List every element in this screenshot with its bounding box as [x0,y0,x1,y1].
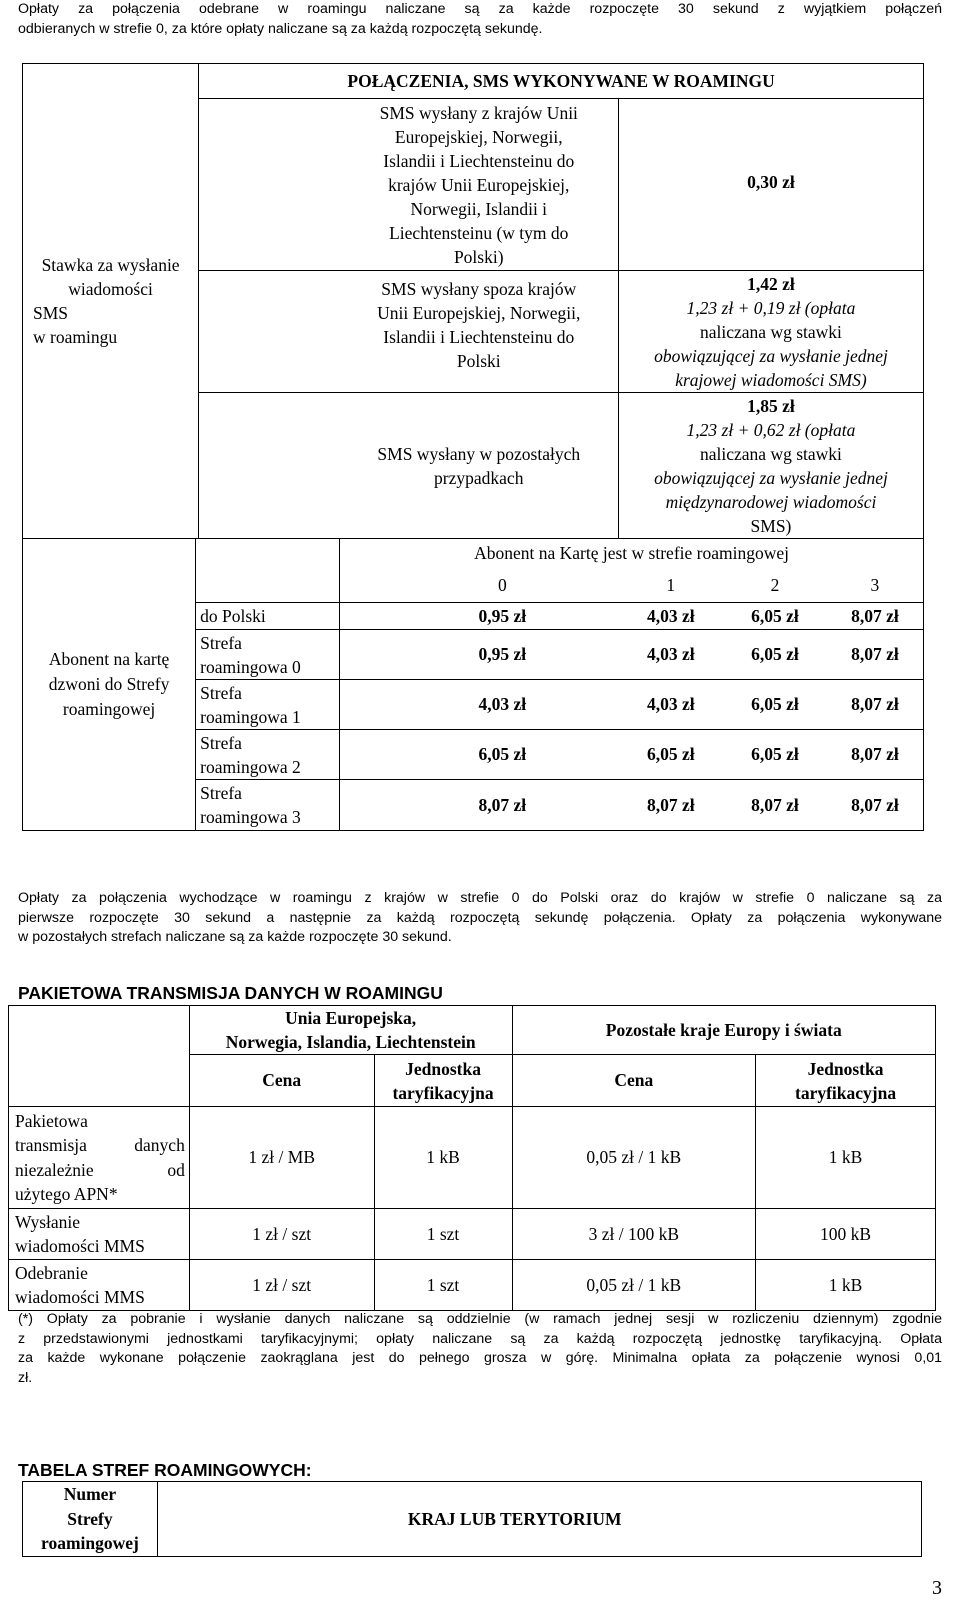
desc-line: Islandii i Liechtensteinu do [383,327,575,347]
destination-line: Strefa [200,783,242,803]
call-price: 8,07 zł [827,603,924,630]
world-unit: 100 kB [756,1209,936,1260]
zone-number: 3 [827,569,924,603]
header-line: Strefy [67,1508,113,1529]
call-price: 4,03 zł [618,630,723,680]
zone-number: 2 [723,569,827,603]
intro-paragraph [18,0,942,39]
destination-line: roamingowa 2 [200,756,301,777]
sms-price-cell [618,393,923,539]
eu-price: 1 zł / szt [189,1260,374,1311]
price-detail-line: międzynarodowej wiadomości [665,491,877,512]
call-destination: do Polski [196,603,340,630]
col-unit-header [374,1055,512,1107]
sms-rate-label [23,64,199,539]
sms-price: 1,42 zł [747,273,795,294]
label-line: wiadomości MMS [15,1236,145,1256]
data-section-heading: PAKIETOWA TRANSMISJA DANYCH W ROAMINGU [18,983,443,1003]
destination-line: Strefa [200,632,242,653]
eu-price: 1 zł / szt [189,1209,374,1260]
label-line: użytego APN* [15,1184,118,1204]
eu-price: 1 zł / MB [189,1107,374,1209]
label-line: Pakietowa [15,1110,88,1131]
call-price: 8,07 zł [440,780,618,831]
call-destination [196,680,340,730]
call-price: 6,05 zł [723,603,827,630]
note-line: w pozostałych strefach naliczane są za każde rozpoczęte 30 sekund. [18,929,452,945]
roaming-zones-table [22,1481,922,1557]
col-price-header: Cena [512,1055,756,1107]
call-destination [196,630,340,680]
call-price: 6,05 zł [618,730,723,780]
note-line: Opłaty za połączenia wychodzące w roamingu z krajów w strefie 0 do Polski oraz do krajów w strefie 0 naliczane są za [18,890,942,906]
header-line: Numer [63,1484,117,1505]
outgoing-calls-note [18,889,942,948]
label-line: niezależnie od [15,1159,185,1180]
price-detail-line: krajowej wiadomości SMS) [675,369,867,390]
world-unit: 1 kB [756,1107,936,1209]
col-header-line: taryfikacyjna [392,1082,494,1103]
sms-row-description [340,99,619,271]
label-line: transmisja danych [15,1135,185,1155]
eu-unit: 1 szt [374,1260,512,1311]
call-price: 8,07 zł [827,730,924,780]
price-detail-line: naliczana wg stawki [700,321,842,342]
group-header-line: Unia Europejska, [285,1008,417,1028]
col-header-line: Jednostka [807,1058,884,1079]
col-unit-header [756,1055,936,1107]
roaming-table-header: POŁĄCZENIA, SMS WYKONYWANE W ROAMINGU [199,64,924,99]
call-price: 4,03 zł [618,680,723,730]
label-line: Odebranie [15,1262,88,1283]
call-price: 8,07 zł [827,780,924,831]
call-price: 8,07 zł [618,780,723,831]
sms-price: 0,30 zł [618,99,923,271]
zones-section-heading: TABELA STREF ROAMINGOWYCH: [18,1460,312,1480]
group-world-header: Pozostałe kraje Europy i świata [512,1006,936,1055]
price-detail-line: 1,23 zł + 0,62 zł (opłata [686,419,856,440]
call-price: 6,05 zł [440,730,618,780]
sms-row-description [340,271,619,393]
desc-line: Polski) [453,246,504,267]
price-detail-line: obowiązującej za wysłanie jednej [654,467,888,488]
roaming-calls-sms-table [22,63,924,831]
zone-number-header [23,1482,158,1557]
zone-number: 1 [618,569,723,603]
world-price: 0,05 zł / 1 kB [512,1107,756,1209]
call-price: 8,07 zł [827,630,924,680]
footnote-line: zł. [18,1369,33,1386]
footnote-line: (*) Opłaty za pobranie i wysłanie danych naliczane są oddzielnie (w ramach jednej sesji w rozliczeniu dziennym) zgodnie [18,1311,942,1327]
data-row-label [9,1260,190,1311]
call-price: 6,05 zł [723,680,827,730]
sms-price-cell [618,271,923,393]
desc-line: SMS wysłany spoza krajów [381,279,577,299]
destination-line: roamingowa 1 [200,706,301,727]
call-destination [196,780,340,831]
call-rate-label [23,539,196,831]
call-price: 0,95 zł [440,603,618,630]
price-detail-line: obowiązującej za wysłanie jednej [654,345,888,366]
desc-line: SMS wysłany w pozostałych [377,443,581,464]
zone-header: Abonent na Kartę jest w strefie roamingowej [340,539,924,569]
note-line: pierwsze rozpoczęte 30 sekund a następnie za każdą rozpoczętą sekundę połączenia. Opłaty za połączenia wykonywane [18,909,942,926]
group-eu-header [189,1006,512,1055]
sms-rate-label-line: Stawka za wysłanie wiadomości [41,255,180,299]
label-line: wiadomości MMS [15,1287,145,1307]
world-price: 3 zł / 100 kB [512,1209,756,1260]
intro-line: odbieranych w strefie 0, za które opłaty naliczane są za każdą rozpoczętą sekundę. [18,20,543,37]
call-price: 6,05 zł [723,630,827,680]
country-header: KRAJ LUB TERYTORIUM [157,1482,921,1557]
data-footnote [18,1310,942,1388]
call-label-line: Abonent na kartę [48,649,170,669]
call-price: 0,95 zł [440,630,618,680]
desc-line: Unii Europejskiej, Norwegii, [377,303,581,323]
sms-rate-label-line: SMS [33,303,69,323]
col-header-line: taryfikacyjna [795,1082,897,1103]
call-price: 4,03 zł [618,603,723,630]
desc-line: przypadkach [434,467,524,488]
intro-line: Opłaty za połączenia odebrane w roamingu naliczane są za każde rozpoczęte 30 sekund z wyjątkiem połączeń [18,1,942,17]
footnote-line: za każde wykonane połączenie zaokrąglana jest do pełnego grosza w górę. Minimalna opłata za połączenie wynosi 0,01 [18,1350,942,1366]
label-line: Wysłanie [15,1211,81,1232]
call-label-line: dzwoni do Strefy [48,674,170,694]
data-row-label [9,1209,190,1260]
desc-line: Liechtensteinu (w tym do [389,222,569,243]
world-unit: 1 kB [756,1260,936,1311]
destination-line: Strefa [200,682,242,703]
zone-number: 0 [440,569,618,603]
desc-line: SMS wysłany z krajów Unii [379,102,578,123]
col-price-header: Cena [189,1055,374,1107]
call-destination [196,730,340,780]
call-label-line: roamingowej [62,699,156,719]
price-detail-line: 1,23 zł + 0,19 zł (opłata [686,297,856,318]
call-price: 8,07 zł [723,780,827,831]
call-price: 6,05 zł [723,730,827,780]
call-price: 8,07 zł [827,680,924,730]
eu-unit: 1 kB [374,1107,512,1209]
sms-price: 1,85 zł [747,395,795,416]
data-row-label [9,1107,190,1209]
col-header-line: Jednostka [405,1058,481,1079]
desc-line: krajów Unii Europejskiej, [388,174,570,195]
destination-line: roamingowa 0 [200,656,301,677]
call-price: 4,03 zł [440,680,618,730]
page-number: 3 [932,1577,942,1599]
destination-line: Strefa [200,732,242,753]
desc-line: Islandii i Liechtensteinu do [383,150,575,171]
price-detail-line: naliczana wg stawki [700,443,842,464]
sms-row-description [340,393,619,539]
footnote-line: z przedstawionymi jednostkami taryfikacyjnymi; opłaty naliczane są za każdą rozpoczętą jednostkę taryfikacyjną. Opłata [18,1330,942,1347]
world-price: 0,05 zł / 1 kB [512,1260,756,1311]
group-header-line: Norwegia, Islandia, Liechtenstein [225,1032,476,1052]
price-detail-line: SMS) [750,515,792,536]
data-transmission-table [8,1005,936,1311]
eu-unit: 1 szt [374,1209,512,1260]
destination-line: roamingowa 3 [200,807,301,827]
header-line: roamingowej [41,1533,139,1554]
desc-line: Europejskiej, Norwegii, [394,126,563,147]
desc-line: Polski [456,351,501,371]
desc-line: Norwegii, Islandii i [410,198,548,219]
sms-rate-label-line: w roamingu [33,327,118,347]
